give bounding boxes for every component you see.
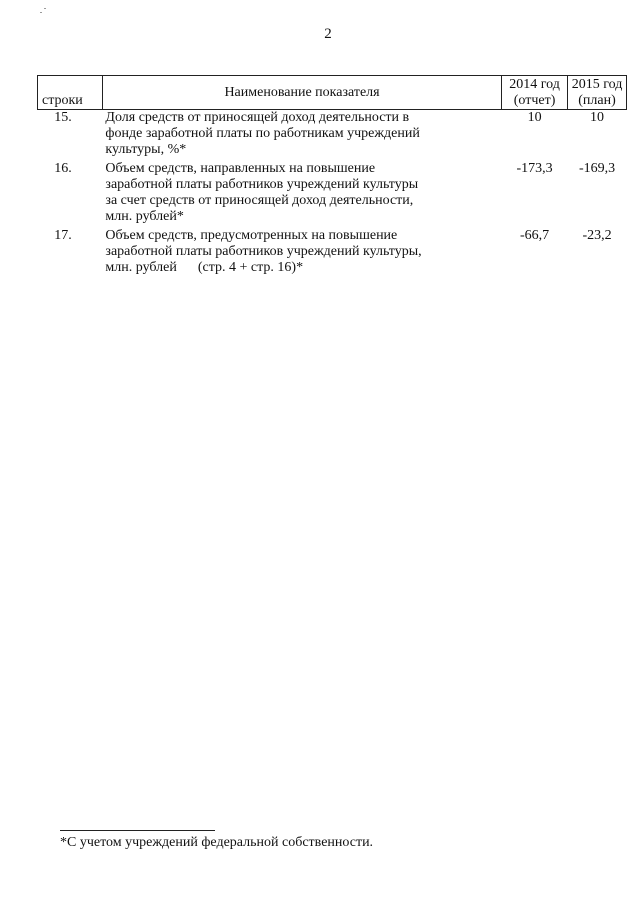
row-name-line: Объем средств, направленных на повышение — [105, 161, 376, 176]
row-name-line: заработной платы работников учреждений культуры, — [105, 244, 422, 259]
row-value-2015: -169,3 — [578, 161, 616, 176]
footnote-divider — [60, 830, 215, 831]
footnote: *С учетом учреждений федеральной собственности. — [60, 835, 374, 850]
row-value-2015: -23,2 — [582, 228, 612, 243]
row-value-2014: -66,7 — [520, 228, 550, 243]
scan-speck — [40, 12, 42, 13]
table-row — [38, 228, 627, 279]
table-row — [38, 110, 627, 162]
row-name-line: Объем средств, предусмотренных на повышение — [105, 228, 398, 243]
row-value-2015: 10 — [590, 110, 605, 125]
row-number: 17. — [54, 228, 72, 243]
row-indicator-name — [102, 228, 501, 279]
header-year-2015-sub: (план) — [578, 93, 616, 108]
header-indicator-name: Наименование показателя — [102, 76, 501, 110]
row-value-2014: -173,3 — [516, 161, 553, 176]
header-year-2014-label: 2014 год — [509, 77, 560, 92]
row-value-2014: 10 — [527, 110, 542, 125]
row-number: 15. — [54, 110, 72, 125]
page-number: 2 — [324, 26, 332, 42]
row-indicator-name — [102, 110, 501, 162]
row-name-line: за счет средств от приносящей доход деятельности, — [105, 193, 414, 208]
row-indicator-name — [102, 161, 501, 228]
row-name-line: млн. рублей (стр. 4 + стр. 16)* — [105, 260, 304, 275]
scan-speck — [44, 8, 46, 9]
header-year-2015-label: 2015 год — [571, 77, 623, 92]
row-name-line: млн. рублей* — [105, 209, 184, 224]
table-row — [38, 161, 627, 228]
header-row-number: строки — [38, 76, 103, 110]
row-name-line: Доля средств от приносящей доход деятельности в — [105, 110, 410, 125]
row-number: 16. — [54, 161, 72, 176]
header-year-2014-sub: (отчет) — [513, 93, 556, 108]
header-year-2014 — [502, 76, 568, 110]
header-year-2015 — [568, 76, 627, 110]
row-name-line: заработной платы работников учреждений культуры — [105, 177, 419, 192]
table-header-row — [38, 76, 627, 110]
row-name-line: фонде заработной платы по работникам учреждений — [105, 126, 420, 141]
row-name-line: культуры, %* — [105, 142, 187, 157]
indicator-table — [37, 75, 627, 279]
